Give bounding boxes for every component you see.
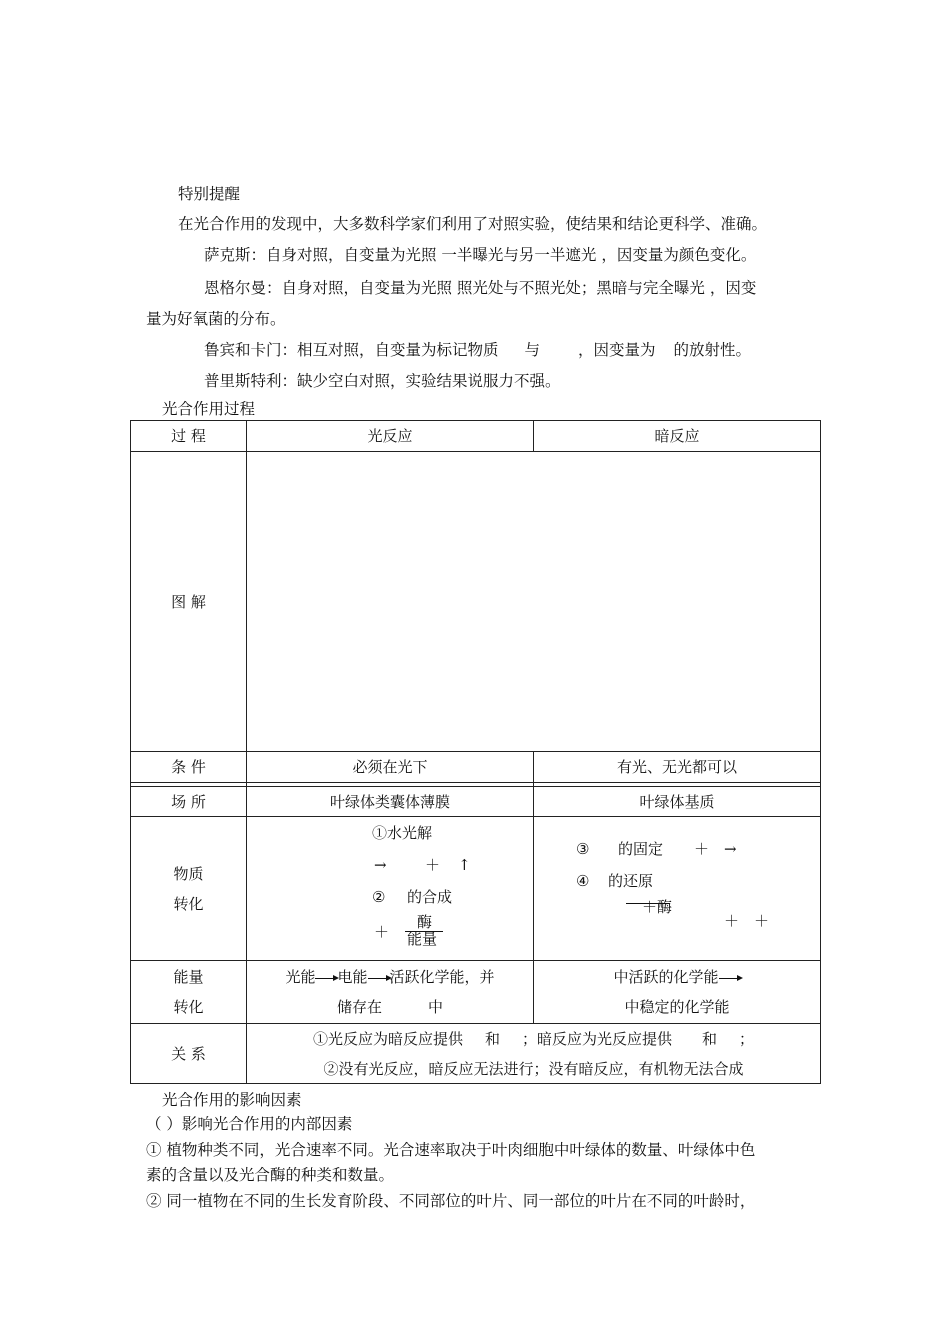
- matter-light: [247, 817, 534, 961]
- active-chemical-energy-dark: 中活跃的化学能: [613, 968, 719, 986]
- stored-in-text: 储存在: [336, 998, 382, 1016]
- c3-reduction-text: 的还原: [608, 872, 654, 890]
- photolysis-plus: ＋: [425, 856, 441, 874]
- energy-light: [247, 961, 534, 1024]
- stored-in-suffix: 中: [428, 998, 444, 1016]
- reduction-enzyme-plus: ＋: [642, 898, 658, 916]
- engelmann-experiment-line2: 量为好氧菌的分布。: [146, 310, 286, 328]
- factors-title: 光合作用的影响因素: [162, 1091, 302, 1109]
- fixation-arrow: →: [724, 840, 737, 858]
- arrow-icon: [315, 978, 337, 979]
- co2-fixation-text: 的固定: [618, 840, 664, 858]
- factors-subtitle: （ ）影响光合作用的内部因素: [146, 1115, 353, 1133]
- energy-label: 能量: [407, 930, 438, 948]
- atp-plus: ＋: [374, 923, 390, 941]
- energy-light-line1: [247, 967, 533, 987]
- header-process: 过 程: [131, 421, 247, 452]
- table-title: 光合作用过程: [162, 400, 256, 418]
- ruben-text-d: 的放射性。: [673, 341, 752, 359]
- ruben-text-a: 鲁宾和卡门：相互对照，自变量为标记物质: [204, 341, 499, 359]
- stable-chemical-energy: 中稳定的化学能: [624, 998, 730, 1016]
- co2-fixation-num: ③: [576, 840, 590, 858]
- site-label: 场 所: [131, 787, 247, 817]
- energy-light-line2: [247, 997, 533, 1017]
- water-photolysis: ①水光解: [372, 824, 433, 842]
- condition-row: [131, 752, 821, 783]
- relation-1b: 和: [484, 1029, 500, 1048]
- arrow-icon: [719, 978, 741, 979]
- site-row: [131, 787, 821, 817]
- matter-dark: [534, 817, 821, 961]
- reduction-enzyme-label: 酶: [657, 898, 673, 916]
- engelmann-experiment-line1: 恩格尔曼：自身对照，自变量为光照 照光处与不照光处；黑暗与完全曝光 ，因变: [204, 279, 757, 297]
- condition-label: 条 件: [131, 752, 247, 783]
- matter-label-2: 转化: [173, 894, 204, 913]
- header-row: [131, 421, 821, 452]
- energy-label-1: 能量: [173, 968, 204, 986]
- site-dark: 叶绿体基质: [534, 787, 821, 817]
- oxygen-up-arrow: ↑: [458, 856, 471, 874]
- ruben-text-c: ，因变量为: [578, 341, 656, 359]
- c3-reduction-num: ④: [576, 872, 590, 890]
- condition-light: 必须在光下: [247, 752, 534, 783]
- relation-1e: ；: [739, 1029, 755, 1048]
- diagram-row: [131, 452, 821, 752]
- energy-dark: [534, 961, 821, 1024]
- active-chemical-energy: 活跃化学能，并: [389, 968, 495, 986]
- relation-1d: 和: [702, 1029, 718, 1048]
- matter-label: [131, 817, 247, 961]
- energy-row: [131, 961, 821, 1024]
- energy-label-cell: [131, 961, 247, 1024]
- relation-line1: [247, 1029, 820, 1049]
- enzyme-label: 酶: [417, 913, 433, 931]
- section-heading: 特别提醒: [178, 185, 241, 203]
- relation-line2: ②没有光反应，暗反应无法进行；没有暗反应，有机物无法合成: [323, 1059, 744, 1078]
- matter-label-1: 物质: [173, 864, 204, 883]
- header-light-reaction: 光反应: [247, 421, 534, 452]
- relation-content: [247, 1024, 821, 1084]
- atp-synthesis-text: 的合成: [407, 888, 453, 906]
- relation-row: [131, 1024, 821, 1084]
- reduction-enzyme: [642, 897, 672, 917]
- factor-2-line1: ② 同一植物在不同的生长发育阶段、不同部位的叶片、同一部位的叶片在不同的叶龄时，: [146, 1192, 756, 1210]
- ruben-text-b: 与: [524, 341, 541, 359]
- arrow-icon: [368, 978, 390, 979]
- atp-synthesis-num: ②: [372, 888, 386, 906]
- energy-label-2: 转化: [173, 998, 204, 1016]
- header-dark-reaction: 暗反应: [534, 421, 821, 452]
- light-energy: 光能: [285, 968, 316, 986]
- diagram-label: 图 解: [131, 452, 247, 752]
- relation-label: 关 系: [131, 1024, 247, 1084]
- relation-1c: ；暗反应为光反应提供: [521, 1029, 672, 1048]
- reduction-plus-1: ＋: [724, 912, 740, 930]
- matter-row: [131, 817, 821, 961]
- intro-paragraph: 在光合作用的发现中，大多数科学家们利用了对照实验，使结果和结论更科学、准确。: [178, 215, 768, 233]
- site-light: 叶绿体类囊体薄膜: [247, 787, 534, 817]
- priestley-experiment: 普里斯特利：缺少空白对照，实验结果说服力不强。: [204, 372, 561, 390]
- energy-dark-line1: [534, 967, 820, 987]
- ruben-kamen-experiment: [204, 340, 751, 360]
- photolysis-arrow: →: [374, 856, 387, 874]
- fixation-plus: ＋: [694, 840, 710, 858]
- diagram-area: [247, 452, 821, 752]
- factor-1-line1: ① 植物种类不同，光合速率不同。光合速率取决于叶肉细胞中叶绿体的数量、叶绿体中色: [146, 1141, 756, 1159]
- condition-dark: 有光、无光都可以: [534, 752, 821, 783]
- reduction-plus-2: ＋: [754, 912, 770, 930]
- relation-1a: ①光反应为暗反应提供: [312, 1029, 463, 1048]
- electric-energy: 电能: [337, 968, 368, 986]
- factor-1-line2: 素的含量以及光合酶的种类和数量。: [146, 1166, 395, 1184]
- photosynthesis-process-table: [130, 420, 821, 1084]
- sachs-experiment: 萨克斯：自身对照，自变量为光照 一半曝光与另一半遮光 ，因变量为颜色变化。: [204, 246, 757, 264]
